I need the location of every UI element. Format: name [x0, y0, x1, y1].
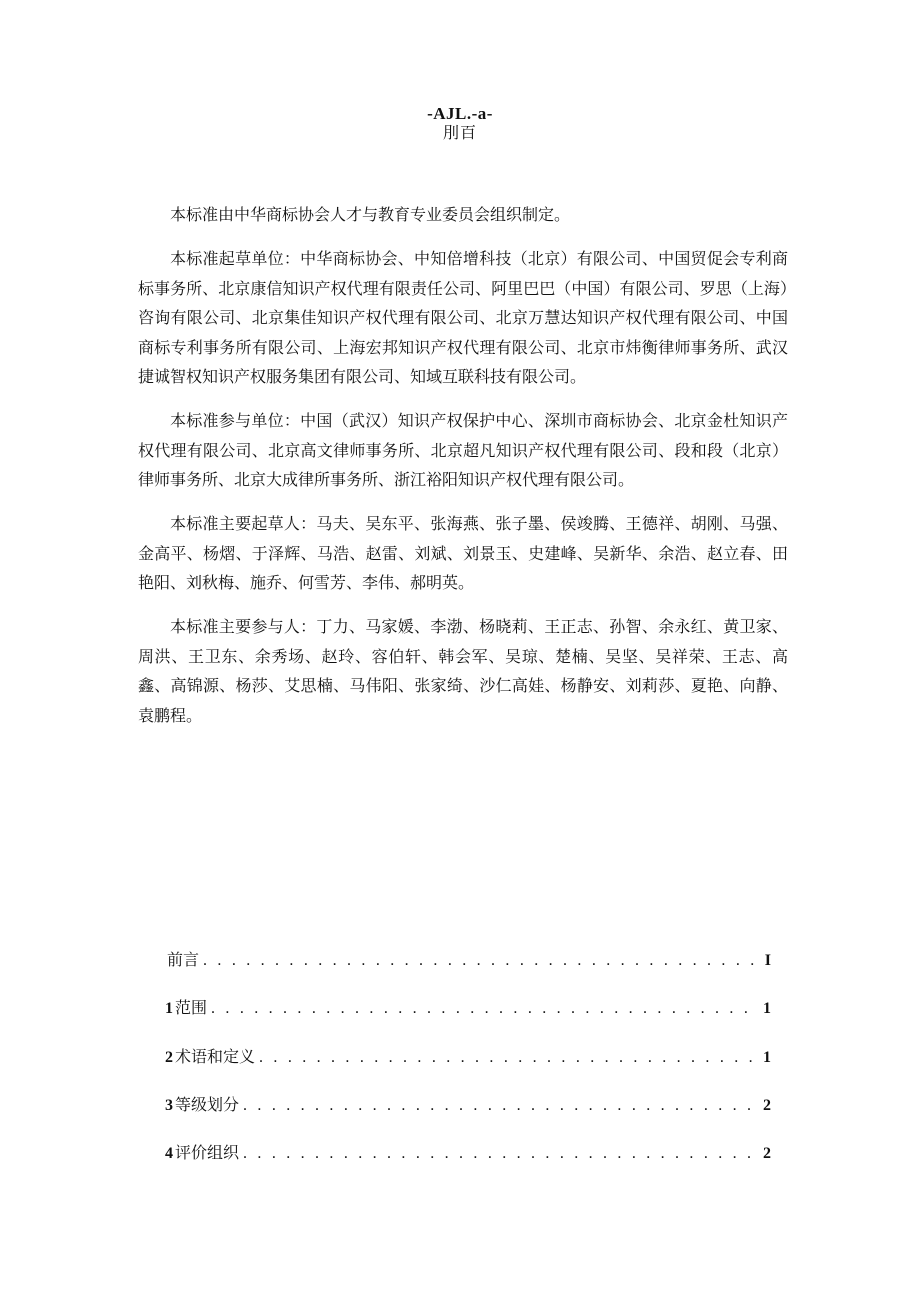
- foreword-body: [138, 200, 788, 745]
- toc-entry-label: 前言: [167, 950, 200, 969]
- toc-entry-page: 2: [763, 1096, 771, 1114]
- table-of-contents: [165, 944, 771, 1185]
- page-header: [0, 104, 920, 142]
- paragraph-drafting-units: 本标准起草单位：中华商标协会、中知倍增科技（北京）有限公司、中国贸促会专利商标事务所、北京康信知识产权代理有限责任公司、阿里巴巴（中国）有限公司、罗思（上海）咨询有限公司、北京集佳知识产权代理有限公司、北京万慧达知识产权代理有限公司、中国商标专利事务所有限公司、上海宏邦知识产权代理有限公司、北京市炜衡律师事务所、武汉捷诚智权知识产权服务集团有限公司、知域互联科技有限公司。: [138, 249, 788, 386]
- paragraph-organizer: 本标准由中华商标协会人才与教育专业委员会组织制定。: [170, 205, 571, 224]
- paragraph-main-drafters: 本标准主要起草人：马夫、吴东平、张海燕、张子墨、侯竣腾、王德祥、胡刚、马强、金高平、杨熠、于泽辉、马浩、赵雷、刘斌、刘景玉、史建峰、吴新华、余浩、赵立春、田艳阳、刘秋梅、施乔、何雪芳、李伟、郝明英。: [138, 514, 788, 592]
- toc-entry-page: I: [764, 952, 771, 969]
- toc-entry-number: 2: [165, 1048, 173, 1066]
- toc-leader-dots: [203, 945, 761, 977]
- toc-leader-dots: [259, 1042, 759, 1074]
- paragraph-main-participants: 本标准主要参与人：丁力、马家媛、李渤、杨晓莉、王正志、孙智、余永红、黄卫家、周洪、王卫东、余秀场、赵玲、容伯轩、韩会军、吴琼、楚楠、吴坚、吴祥荣、王志、高鑫、高锦源、杨莎、艾思楠、马伟阳、张家绮、沙仁高娃、杨静安、刘莉莎、夏艳、向静、袁鹏程。: [138, 617, 788, 725]
- paragraph-participating-units: 本标准参与单位：中国（武汉）知识产权保护中心、深圳市商标协会、北京金杜知识产权代理有限公司、北京高文律师事务所、北京超凡知识产权代理有限公司、段和段（北京）律师事务所、北京大成律所事务所、浙江裕阳知识产权代理有限公司。: [138, 411, 788, 489]
- toc-entry-page: 1: [763, 1048, 771, 1066]
- toc-entry[interactable]: [165, 1089, 771, 1121]
- toc-entry[interactable]: [165, 944, 771, 976]
- toc-entry-label: 术语和定义: [175, 1046, 256, 1066]
- toc-leader-dots: [243, 1138, 759, 1170]
- toc-entry-number: 4: [165, 1145, 173, 1163]
- toc-entry-number: 3: [165, 1096, 173, 1114]
- toc-entry-page: 1: [763, 1000, 771, 1018]
- toc-leader-dots: [243, 1090, 759, 1122]
- toc-entry-number: 1: [165, 1000, 173, 1018]
- toc-entry-label: 评价组织: [175, 1143, 240, 1163]
- page-title: 刖百: [442, 123, 477, 142]
- toc-entry[interactable]: [165, 992, 771, 1024]
- toc-entry[interactable]: [165, 1041, 771, 1073]
- toc-leader-dots: [211, 993, 759, 1025]
- toc-entry-label: 等级划分: [175, 1094, 240, 1114]
- toc-entry-page: 2: [763, 1145, 771, 1163]
- toc-entry[interactable]: [165, 1137, 771, 1169]
- toc-entry-label: 范围: [175, 998, 208, 1018]
- header-garbled-line: -AJL.-a-: [427, 104, 493, 123]
